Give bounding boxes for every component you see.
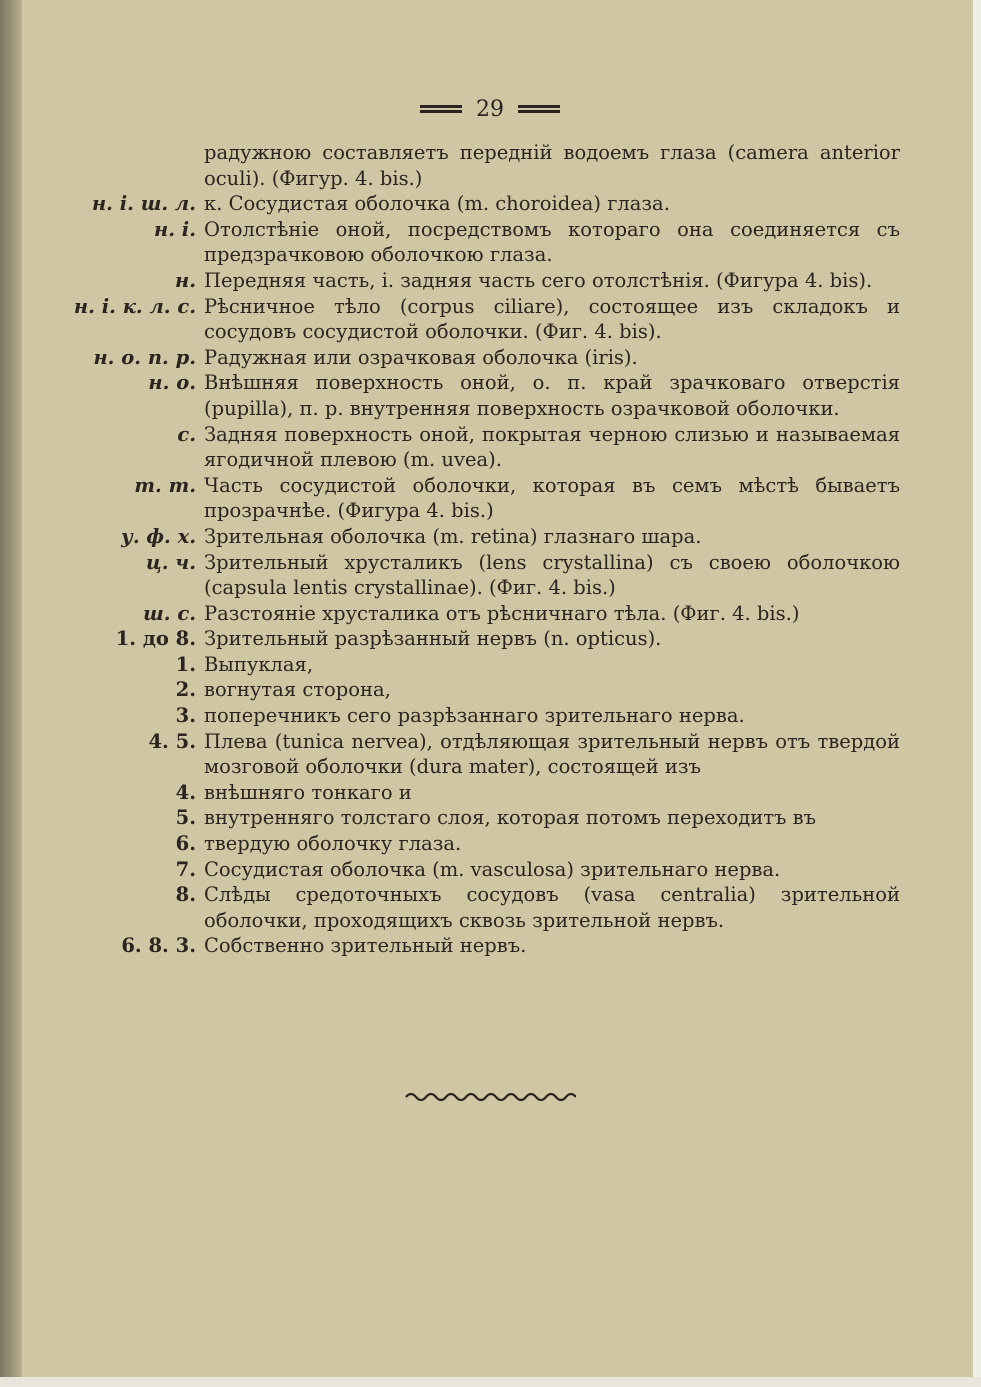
header-rule-left <box>420 105 462 113</box>
entry-text: внутренняго толстаго слоя, которая потомъ переходитъ въ <box>204 806 817 830</box>
legend-entry <box>70 882 900 933</box>
legend-entry <box>70 473 900 524</box>
entry-text: внѣшняго тонкаго и <box>204 780 412 804</box>
entry-text: Зрительная оболочка (m. retina) глазнаго шара. <box>204 524 702 548</box>
legend-entry <box>70 191 900 217</box>
page-header <box>405 92 575 126</box>
legend-entry <box>70 345 900 371</box>
figure-label: 4. <box>175 780 196 804</box>
entry-text: вогнутая сторона, <box>204 678 391 702</box>
figure-label: 7. <box>175 857 196 881</box>
legend-entry <box>70 217 900 268</box>
entry-text: Отолстѣнiе оной, посредствомъ котораго она соединяется съ предзрачковою оболочкою глаза. <box>204 217 900 267</box>
entry-text: Сосудистая оболочка (m. vasculosa) зрительнаго нерва. <box>204 857 781 881</box>
entry-text: Внѣшняя поверхность оной, о. п. край зрачковаго отверстiя (pupilla), п. р. внутренняя поверхность озрачковой оболочки. <box>204 371 900 420</box>
entry-text: Радужная или озрачковая оболочка (iris). <box>204 345 638 369</box>
figure-label: с. <box>177 422 196 446</box>
legend-entry <box>70 729 900 780</box>
legend-entry <box>70 601 900 627</box>
figure-label: 2. <box>175 678 196 702</box>
figure-label: 6. 8. 3. <box>121 934 196 958</box>
legend-entry <box>70 524 900 550</box>
figure-label: н. i. к. л. с. <box>73 294 196 318</box>
legend-entry <box>70 370 900 421</box>
page-number: 29 <box>476 96 504 122</box>
legend-entry <box>70 780 900 806</box>
legend-entry <box>70 677 900 703</box>
page-margin-right <box>973 0 981 1387</box>
figure-label: 4. 5. <box>148 729 196 753</box>
legend-list <box>70 140 900 959</box>
legend-entry <box>70 652 900 678</box>
entry-text: Часть сосудистой оболочки, которая въ семъ мѣстѣ бываетъ прозрачнѣе. (Фигура 4. bis.) <box>204 473 900 523</box>
entry-text: к. Сосудистая оболочка (m. choroidea) глаза. <box>204 192 670 216</box>
entry-text: радужною составляетъ переднiй водоемъ глаза (camera anterior oculi). (Фигур. 4. bis.) <box>204 141 900 190</box>
entry-text: Зрительный хрусталикъ (lens crystallina) съ своею оболочкою (capsula lentis crystallinae). (Фиг. 4. bis.) <box>204 550 900 600</box>
page-margin-bottom <box>0 1377 981 1387</box>
legend-entry <box>70 805 900 831</box>
figure-label: т. т. <box>134 473 196 497</box>
header-rule-right <box>518 105 560 113</box>
book-gutter <box>0 0 22 1387</box>
figure-label: у. ф. х. <box>121 524 196 548</box>
entry-text: поперечникъ сего разрѣзаннаго зрительнаго нерва. <box>204 704 745 728</box>
figure-label: 1. до 8. <box>115 627 196 651</box>
wavy-ornament-divider <box>404 1090 576 1104</box>
entry-text: Плева (tunica nervea), отдѣляющая зрительный нервъ отъ твердой мозговой оболочки (dura mater), состоящей изъ <box>204 729 900 779</box>
entry-text: Задняя поверхность оной, покрытая черною слизью и называемая ягодичной плевою (m. uvea). <box>204 422 900 472</box>
figure-label: н. о. <box>148 371 196 395</box>
legend-entry <box>70 550 900 601</box>
legend-entry <box>70 294 900 345</box>
figure-label: ц. ч. <box>146 550 196 574</box>
figure-label: 6. <box>175 832 196 856</box>
entry-text: Разстоянiе хрусталика отъ рѣсничнаго тѣла. (Фиг. 4. bis.) <box>204 601 800 625</box>
entry-text: Передняя часть, i. задняя часть сего отолстѣнiя. (Фигура 4. bis). <box>204 268 873 292</box>
figure-label: н. i. ш. л. <box>91 192 196 216</box>
entry-text: Зрительный разрѣзанный нервъ (n. opticus). <box>204 627 662 651</box>
entry-text: Рѣсничное тѣло (corpus ciliare), состоящее изъ складокъ и сосудовъ сосудистой оболочки. (Фиг. 4. bis). <box>204 294 900 344</box>
entry-text: твердую оболочку глаза. <box>204 832 462 856</box>
figure-label: н. i. <box>154 217 196 241</box>
legend-entry <box>70 933 900 959</box>
entry-text: Слѣды средоточныхъ сосудовъ (vasa centralia) зрительной оболочки, проходящихъ сквозь зрительной нервъ. <box>204 883 900 932</box>
figure-label: 5. <box>175 806 196 830</box>
legend-entry <box>70 703 900 729</box>
figure-label: н. о. п. р. <box>93 345 196 369</box>
entry-text: Собственно зрительный нервъ. <box>204 934 527 958</box>
entry-text: Выпуклая, <box>204 652 314 676</box>
legend-entry <box>70 857 900 883</box>
legend-entry <box>70 831 900 857</box>
figure-label: 8. <box>175 883 196 907</box>
figure-label: ш. с. <box>143 601 196 625</box>
legend-entry <box>70 268 900 294</box>
legend-entry <box>70 422 900 473</box>
legend-entry <box>70 626 900 652</box>
legend-entry <box>70 140 900 191</box>
figure-label: н. <box>174 268 196 292</box>
figure-label: 3. <box>175 704 196 728</box>
figure-label: 1. <box>175 652 196 676</box>
